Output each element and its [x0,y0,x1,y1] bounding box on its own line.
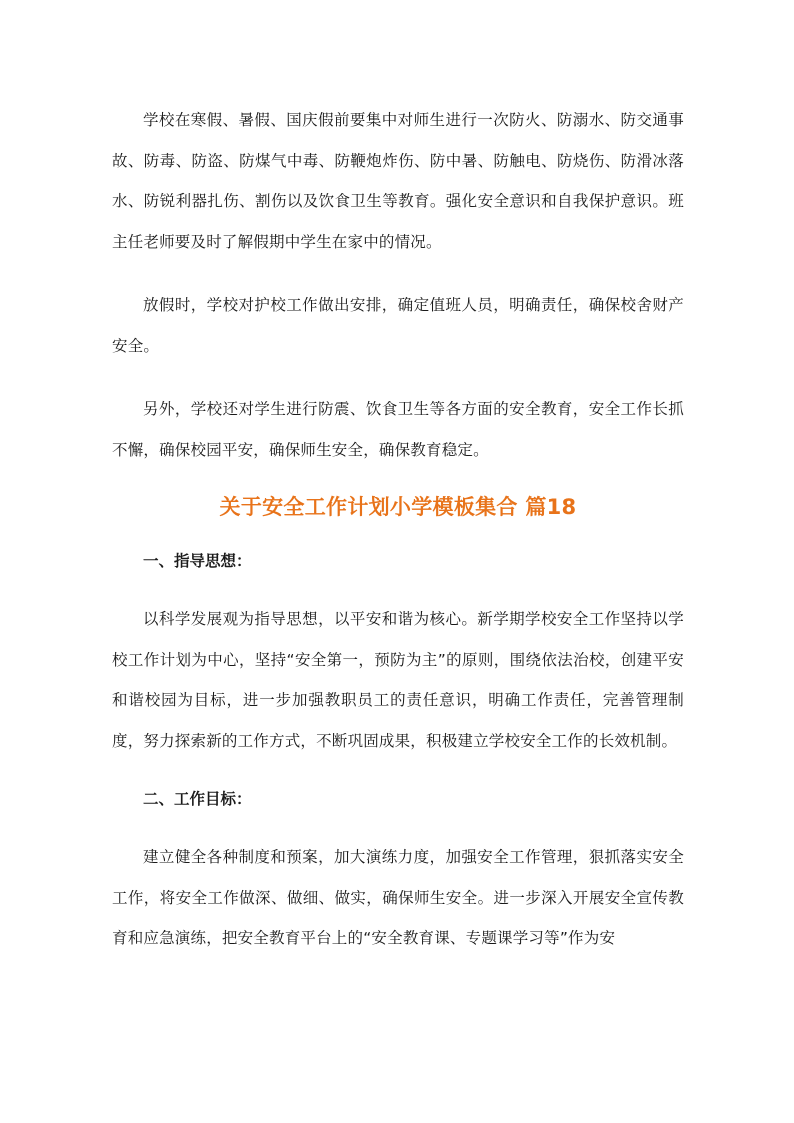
paragraph-work-goals: 建立健全各种制度和预案，加大演练力度，加强安全工作管理，狠抓落实安全工作，将安全工作做深、做细、做实，确保师生安全。进一步深入开展安全宣传教育和应急演练，把安全教育平台上的“安全教育课、专题课学习等”作为安 [112,848,684,947]
paragraph-safety-education: 另外，学校还对学生进行防震、饮食卫生等各方面的安全教育，安全工作长抓不懈，确保校园平安，确保师生安全，确保教育稳定。 [112,400,684,459]
section-heading: 关于安全工作计划小学模板集合 篇18 [219,495,577,519]
paragraph-guiding-ideology: 以科学发展观为指导思想，以平安和谐为核心。新学期学校安全工作坚持以学校工作计划为中心，坚持“安全第一，预防为主”的原则，围绕依法治校，创建平安和谐校园为目标，进一步加强教职员工的责任意识，明确工作责任，完善管理制度，努力探索新的工作方式，不断巩固成果，积极建立学校安全工作的长效机制。 [112,610,684,750]
subheading-guiding-ideology: 一、指导思想： [143,552,252,570]
paragraph-school-guard: 放假时，学校对护校工作做出安排，确定值班人员，明确责任，确保校舍财产安全。 [112,296,684,355]
subheading-work-goals: 二、工作目标： [143,790,252,808]
paragraph-holiday-safety: 学校在寒假、暑假、国庆假前要集中对师生进行一次防火、防溺水、防交通事故、防毒、防盗、防煤气中毒、防鞭炮炸伤、防中暑、防触电、防烧伤、防滑冰落水、防锐利器扎伤、割伤以及饮食卫生等教育。强化安全意识和自我保护意识。班主任老师要及时了解假期中学生在家中的情况。 [112,111,684,251]
document-page [112,100,684,959]
